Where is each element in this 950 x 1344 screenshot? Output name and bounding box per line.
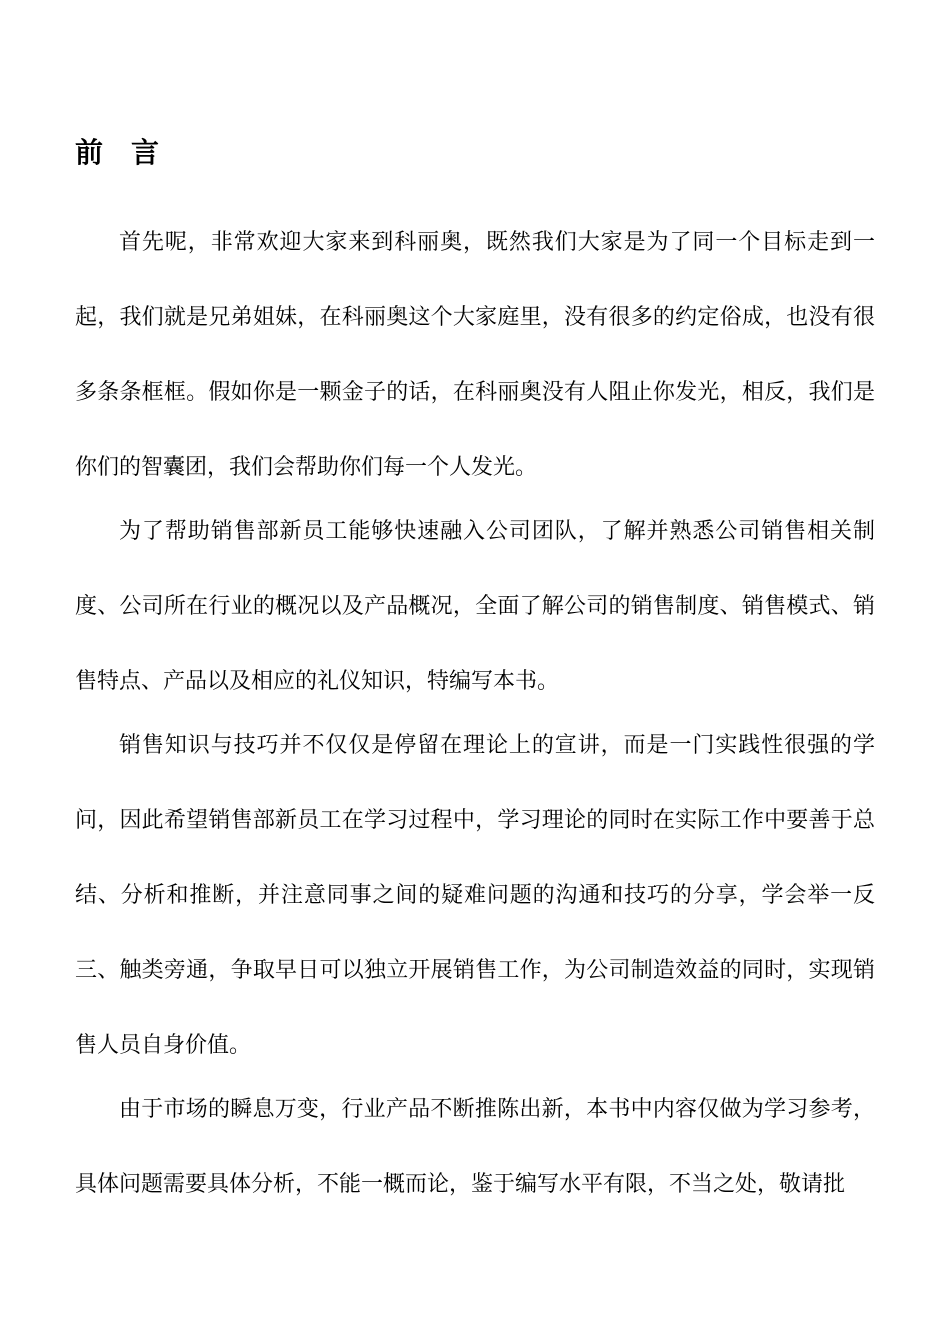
heading-char-2: 言 — [131, 136, 160, 169]
paragraph-welcome: 首先呢，非常欢迎大家来到科丽奥，既然我们大家是为了同一个目标走到一起，我们就是兄弟姐妹，在科丽奥这个大家庭里，没有很多的约定俗成，也没有很多条条框框。假如你是一颗金子的话，在科丽奥没有人阻止你发光，相反，我们是你们的智囊团，我们会帮助你们每一个人发光。 — [75, 230, 875, 480]
heading-char-1: 前 — [75, 136, 104, 169]
paragraph-disclaimer: 由于市场的瞬息万变，行业产品不断推陈出新，本书中内容仅做为学习参考，具体问题需要具体分析，不能一概而论，鉴于编写水平有限，不当之处，敬请批 — [75, 1097, 875, 1197]
preface-heading — [75, 131, 159, 175]
paragraph-practice: 销售知识与技巧并不仅仅是停留在理论上的宣讲，而是一门实践性很强的学问，因此希望销售部新员工在学习过程中，学习理论的同时在实际工作中要善于总结、分析和推断，并注意同事之间的疑难问题的沟通和技巧的分享，学会举一反三、触类旁通，争取早日可以独立开展销售工作，为公司制造效益的同时，实现销售人员自身价值。 — [75, 733, 875, 1058]
paragraph-purpose: 为了帮助销售部新员工能够快速融入公司团队，了解并熟悉公司销售相关制度、公司所在行业的概况以及产品概况，全面了解公司的销售制度、销售模式、销售特点、产品以及相应的礼仪知识，特编写本书。 — [75, 519, 875, 694]
